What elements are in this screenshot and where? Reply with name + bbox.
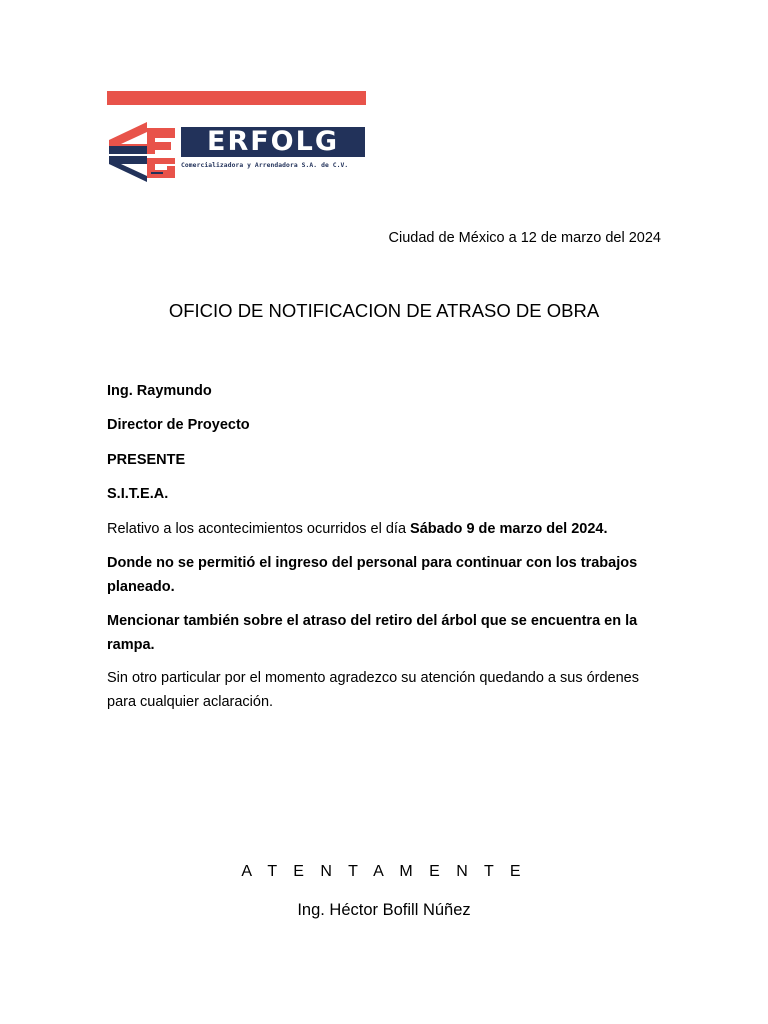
recipient-position: Director de Proyecto <box>107 417 250 433</box>
closing-salutation: A T E N T A M E N T E <box>241 863 527 880</box>
logo-wordmark: ERFOLG <box>181 127 365 157</box>
paragraph-incident-date <box>107 517 667 541</box>
presente-label: PRESENTE <box>107 452 186 468</box>
paragraph-closing-remarks: Sin otro particular por el momento agradezco su atención quedando a sus órdenes para cualquier aclaración. <box>107 670 639 710</box>
paragraph-tree-removal: Mencionar también sobre el atraso del retiro del árbol que se encuentra en la rampa. <box>107 613 638 653</box>
incident-date: Sábado 9 de marzo del 2024. <box>410 521 608 537</box>
recipient-company: S.I.T.E.A. <box>107 486 169 502</box>
letterhead-red-bar <box>107 91 366 105</box>
document-title: OFICIO DE NOTIFICACION DE ATRASO DE OBRA <box>168 300 600 321</box>
efg-monogram-logo <box>107 120 179 184</box>
logo-tagline: Comercializadora y Arrendadora S.A. de C.V. <box>181 162 349 169</box>
signer-name: Ing. Héctor Bofill Núñez <box>297 901 471 919</box>
place-date: Ciudad de México a 12 de marzo del 2024 <box>388 230 661 246</box>
paragraph-access-denied: Donde no se permitió el ingreso del personal para continuar con los trabajos planeado. <box>107 555 638 595</box>
company-logo <box>107 120 369 184</box>
paragraph-incident-text: Relativo a los acontecimientos ocurridos el día <box>107 521 411 537</box>
recipient-name: Ing. Raymundo <box>107 383 212 399</box>
